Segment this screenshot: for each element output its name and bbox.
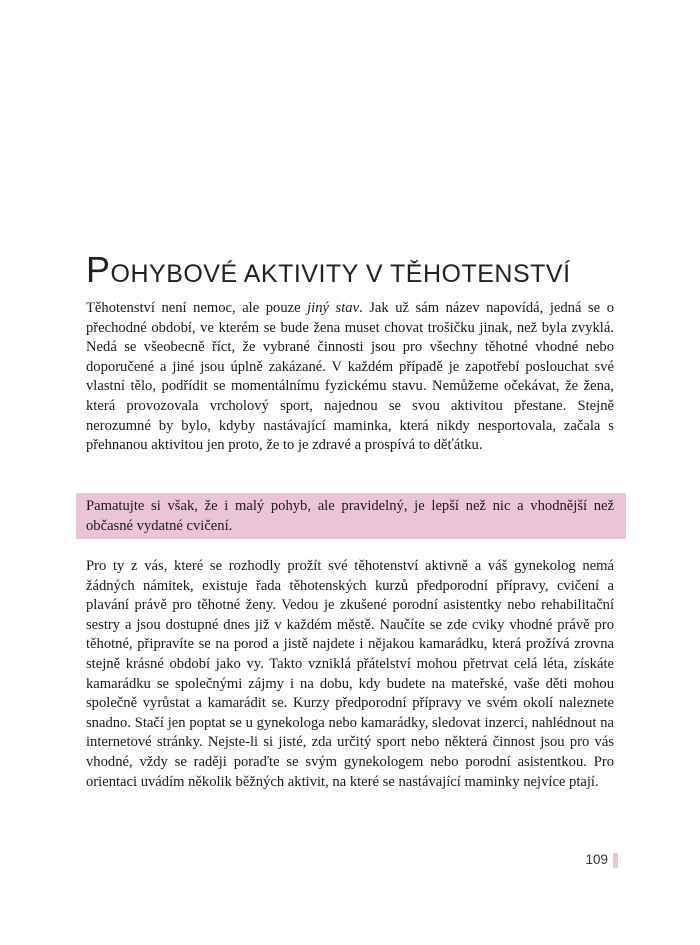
page-number-marker bbox=[613, 853, 618, 868]
emphasized-term: jiný stav bbox=[307, 300, 360, 316]
highlight-box bbox=[76, 493, 626, 539]
page-number: 109 bbox=[585, 852, 608, 867]
intro-paragraph bbox=[86, 299, 614, 456]
intro-text-end: . Jak už sám název napovídá, jedná se o přechodné období, ve kterém se bude žena muset chovat trošičku jinak, než byla zvyklá. Nedá se všeobecně říct, že vybrané činnosti jsou pro všechny těhotné vhodné nebo doporučené a jiné jsou úplně zakázané. V každém případě je zapotřebí poslouchat své vlastní tělo, podřídit se momentálnímu fyzickému stavu. Nemůžeme očekávat, že žena, která provozovala vrcholový sport, najednou se svou aktivitou přestane. Stejně nerozumné by bylo, kdyby nastávající maminka, která nikdy nesportovala, začala s přehnanou aktivitou jen proto, že to je zdravé a prospívá to děťátku. bbox=[86, 300, 614, 454]
highlight-text: Pamatujte si však, že i malý pohyb, ale pravidelný, je lepší než nic a vhodnější než občasné vydatné cvičení. bbox=[86, 498, 614, 534]
intro-text-start: Těhotenství není nemoc, ale pouze bbox=[86, 300, 308, 316]
courses-paragraph: Pro ty z vás, které se rozhodly prožít své těhotenství aktivně a váš gynekolog nemá žádných námitek, existuje řada těhotenských kurzů předporodní přípravy, cvičení a plavání právě pro těhotné ženy. Vedou je zkušené porodní asistentky nebo rehabilitační sestry a jsou dostupné dnes již v každém městě. Naučíte se zde cviky vhodné právě pro těhotné, připravíte se na porod a jistě najdete i nějakou kamarádku, která prožívá zrovna stejně krásné období jako vy. Takto vzniklá přátelství mohou přetrvat celá léta, získáte kamarádku se společnými zájmy i na dobu, kdy budete na mateřské, vaše děti mohou společně vyrůstat a kamarádit se. Kurzy předporodní přípravy ve svém okolí naleznete snadno. Stačí jen poptat se u gynekologa nebo kamarádky, sledovat inzerci, nahlédnout na internetové stránky. Nejste-li si jisté, zda určitý sport nebo některá činnost jsou pro vás vhodné, vždy se raději poraďte se svým gynekologem nebo porodní asistentkou. Pro orientaci uvádím několik běžných aktivit, na které se nastávající maminky nejvíce ptají. bbox=[86, 558, 614, 790]
chapter-title: POHYBOVÉ AKTIVITY V TĚHOTENSTVÍ bbox=[86, 249, 571, 290]
